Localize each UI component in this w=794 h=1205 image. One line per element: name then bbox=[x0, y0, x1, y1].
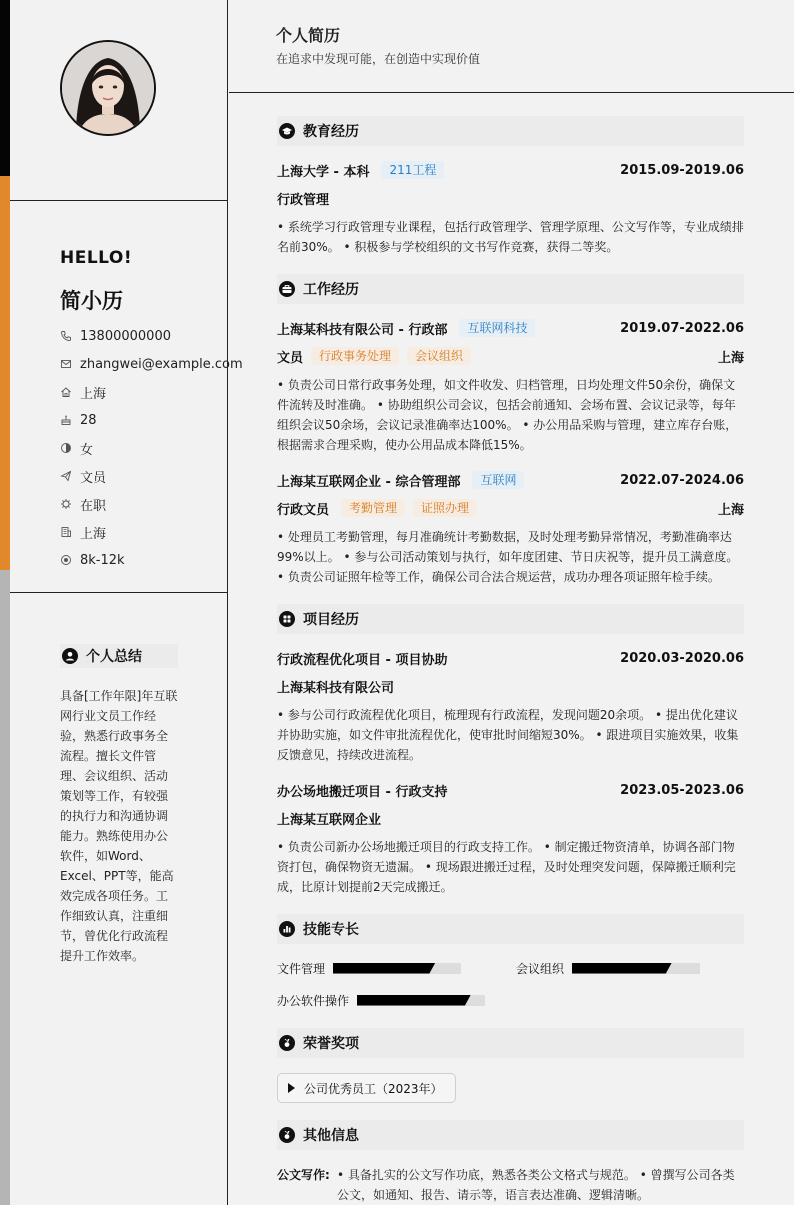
work-description: • 负责公司日常行政事务处理，如文件收发、归档管理，日均处理文件50余份，确保文件流转及时准确。 • 协助组织公司会议，包括会前通知、会场布置、会议记录等，每年组织会议50余场，会议记录准确率达100%。 • 办公用品采购与管理，建立库存台账，根据需求合理采购，使办公用品成本降低15%。 bbox=[277, 378, 738, 452]
briefcase-icon bbox=[279, 281, 295, 297]
skills-heading: 技能专长 bbox=[277, 914, 744, 944]
project-name: 办公场地搬迁项目 - 行政支持 bbox=[277, 784, 448, 800]
grid-icon bbox=[279, 611, 295, 627]
school-name: 上海大学 - 本科 bbox=[277, 164, 370, 180]
project-entry-header bbox=[277, 648, 744, 668]
education-major: 行政管理 bbox=[277, 192, 330, 208]
work-date: 2019.07-2022.06 bbox=[620, 320, 744, 336]
accent-stripe-orange bbox=[0, 176, 10, 570]
project-org-row bbox=[277, 808, 744, 828]
salary-icon bbox=[60, 554, 72, 566]
other-info-text: • 具备扎实的公文写作功底，熟悉各类公文格式与规范。 • 曾撰写公司各类公文，如通知、报告、请示等，语言表达准确、逻辑清晰。 bbox=[337, 1168, 735, 1202]
other-info-item bbox=[277, 1165, 744, 1205]
work-position: 文员 bbox=[277, 350, 304, 366]
work-city: 上海 bbox=[717, 502, 744, 518]
work-entry-header bbox=[277, 318, 744, 338]
industry-tag: 互联网科技 bbox=[459, 319, 535, 337]
bar-chart-icon bbox=[279, 921, 295, 937]
work-position-row bbox=[277, 346, 744, 366]
graduation-cap-icon bbox=[279, 123, 295, 139]
skill-item bbox=[516, 958, 700, 978]
work-date: 2022.07-2024.06 bbox=[620, 472, 744, 488]
awards-heading: 荣誉奖项 bbox=[277, 1028, 744, 1058]
skill-bar-fill bbox=[572, 963, 672, 974]
send-icon bbox=[60, 470, 72, 482]
info-email: zhangwei@example.com bbox=[60, 350, 243, 378]
expand-triangle-icon bbox=[288, 1083, 295, 1093]
page-subtitle: 在追求中发现可能，在创造中实现价值 bbox=[276, 52, 481, 66]
skill-name: 办公软件操作 bbox=[277, 993, 350, 1008]
work-city: 上海 bbox=[717, 350, 744, 366]
school-tag: 211工程 bbox=[381, 161, 444, 179]
project-org: 上海某互联网企业 bbox=[277, 812, 382, 828]
info-location: 上海 bbox=[60, 378, 243, 406]
project-org: 上海某科技有限公司 bbox=[277, 680, 395, 696]
education-description: • 系统学习行政管理专业课程，包括行政管理学、管理学原理、公文写作等，专业成绩排名前30%。 • 积极参与学校组织的文书写作竞赛，获得二等奖。 bbox=[277, 220, 744, 254]
work-heading: 工作经历 bbox=[277, 274, 744, 304]
skill-name: 文件管理 bbox=[277, 961, 326, 976]
project-entry-header bbox=[277, 780, 744, 800]
hello-heading: HELLO! bbox=[60, 248, 133, 268]
summary-text: 具备[工作年限]年互联网行业文员工作经验，熟悉行政事务全流程。擅长文件管理、会议组织、活动策划等工作，有较强的执行力和沟通协调能力。熟练使用办公软件，如Word、Excel、PPT等，能高效完成各项任务。工作细致认真，注重细节，曾优化行政流程提升工作效率。 bbox=[60, 689, 178, 963]
skill-bar bbox=[357, 995, 485, 1006]
candidate-name: 简小历 bbox=[60, 289, 123, 313]
project-date: 2020.03-2020.06 bbox=[620, 650, 744, 666]
status-icon bbox=[60, 498, 72, 510]
education-heading: 教育经历 bbox=[277, 116, 744, 146]
work-description: • 处理员工考勤管理，每月准确统计考勤数据，及时处理考勤异常情况，考勤准确率达99%以上。 • 参与公司活动策划与执行，如年度团建、节日庆祝等，提升员工满意度。 • 负责公司证照年检等工作，确保公司合法合规运营，成功办理各项证照年检手续。 bbox=[277, 530, 739, 584]
cake-icon bbox=[60, 414, 72, 426]
user-icon bbox=[62, 648, 78, 664]
industry-tag: 互联网 bbox=[472, 471, 524, 489]
info-salary: 8k-12k bbox=[60, 546, 243, 574]
project-org-row bbox=[277, 676, 744, 696]
project-description: • 负责公司新办公场地搬迁项目的行政支持工作。 • 制定搬迁物资清单，协调各部门物资打包，确保物资无遗漏。 • 现场跟进搬迁过程，及时处理突发问题，保障搬迁顺利完成，比原计划提前2天完成搬迁。 bbox=[277, 840, 736, 894]
mail-icon bbox=[60, 358, 72, 370]
skill-tag: 行政事务处理 bbox=[311, 347, 399, 365]
info-city: 上海 bbox=[60, 518, 243, 546]
award-label: 公司优秀员工（2023年） bbox=[304, 1081, 443, 1096]
other-info-heading: 其他信息 bbox=[277, 1120, 744, 1150]
company-name: 上海某科技有限公司 - 行政部 bbox=[277, 322, 448, 338]
project-description: • 参与公司行政流程优化项目，梳理现有行政流程，发现问题20余项。 • 提出优化建议并协助实施，如文件审批流程优化，使审批时间缩短30%。 • 跟进项目实施效果，收集反馈意见，持续改进流程。 bbox=[277, 708, 739, 762]
building-icon bbox=[60, 526, 72, 538]
accent-stripe-black bbox=[0, 0, 10, 176]
avatar bbox=[60, 40, 156, 136]
other-info-label: 公文写作: bbox=[277, 1168, 330, 1182]
summary-heading: 个人总结 bbox=[60, 644, 178, 668]
page-title: 个人简历 bbox=[276, 26, 341, 45]
education-major-row bbox=[277, 188, 744, 208]
accent-stripe-gray bbox=[0, 570, 10, 1205]
award-item[interactable] bbox=[277, 1073, 456, 1103]
company-name: 上海某互联网企业 - 综合管理部 bbox=[277, 474, 461, 490]
info-age: 28 bbox=[60, 406, 243, 434]
skill-tag: 会议组织 bbox=[407, 347, 471, 365]
page-header bbox=[229, 0, 794, 93]
skill-item bbox=[277, 990, 485, 1010]
home-icon bbox=[60, 386, 72, 398]
skill-name: 会议组织 bbox=[516, 961, 565, 976]
sidebar-divider bbox=[10, 592, 228, 593]
skill-bar-fill bbox=[357, 995, 471, 1006]
info-phone: 13800000000 bbox=[60, 322, 243, 350]
skill-bar bbox=[572, 963, 700, 974]
gender-icon bbox=[60, 442, 72, 454]
info-medal-icon bbox=[279, 1127, 295, 1143]
work-entry-header bbox=[277, 470, 744, 490]
portrait-image bbox=[62, 42, 154, 134]
sidebar bbox=[10, 0, 243, 1205]
sidebar-divider bbox=[10, 200, 228, 201]
info-gender: 女 bbox=[60, 434, 243, 462]
contact-info-list bbox=[60, 322, 243, 574]
skill-bar bbox=[333, 963, 461, 974]
project-date: 2023.05-2023.06 bbox=[620, 782, 744, 798]
project-name: 行政流程优化项目 - 项目协助 bbox=[277, 652, 448, 668]
education-date: 2015.09-2019.06 bbox=[620, 162, 744, 178]
education-entry-header bbox=[277, 160, 744, 180]
info-position: 文员 bbox=[60, 462, 243, 490]
skill-item bbox=[277, 958, 461, 978]
work-position-row bbox=[277, 498, 744, 518]
skill-tag: 考勤管理 bbox=[341, 499, 405, 517]
skill-bar-fill bbox=[333, 963, 435, 974]
medal-icon bbox=[279, 1035, 295, 1051]
projects-heading: 项目经历 bbox=[277, 604, 744, 634]
phone-icon bbox=[60, 330, 72, 342]
skill-tag: 证照办理 bbox=[413, 499, 477, 517]
work-position: 行政文员 bbox=[277, 502, 330, 518]
info-status: 在职 bbox=[60, 490, 243, 518]
